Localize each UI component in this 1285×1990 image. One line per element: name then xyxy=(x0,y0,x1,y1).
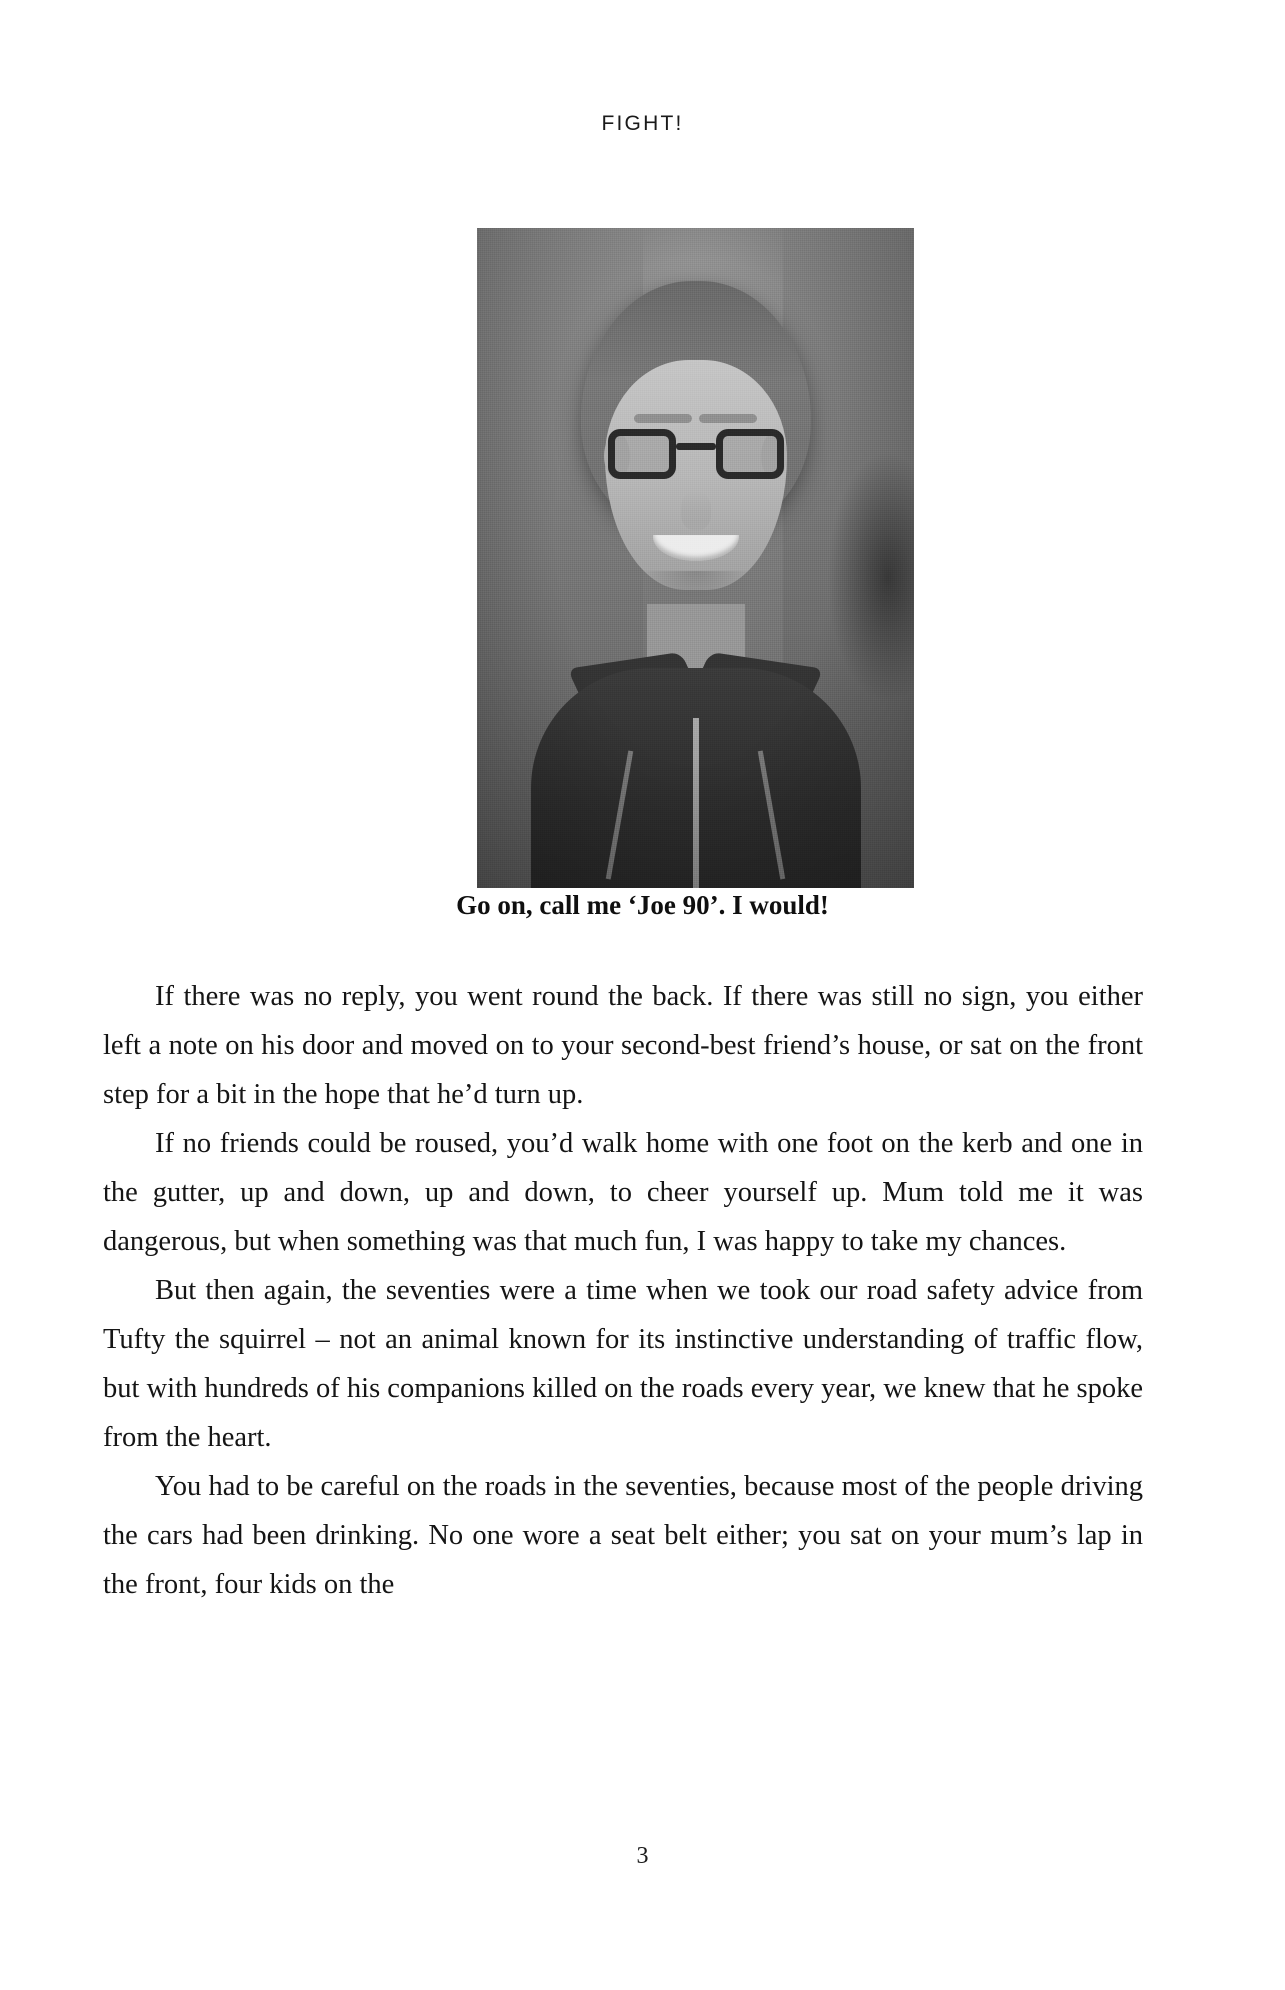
running-head: FIGHT! xyxy=(601,112,684,135)
subject-brow-right xyxy=(699,414,757,423)
page-number: 3 xyxy=(636,1843,649,1869)
portrait-photo xyxy=(477,228,914,888)
paragraph: If no friends could be roused, you’d walk home with one foot on the kerb and one in the gutter, up and down, up and down, to cheer yourself up. Mum told me it was dangerous, but when something was that much fun, I was happy to take my chances. xyxy=(103,1128,1143,1257)
paragraph: But then again, the seventies were a time when we took our road safety advice from Tufty the squirrel – not an animal known for its instinctive understanding of traffic flow, but with hundreds of his companions killed on the roads every year, we knew that he spoke from the heart. xyxy=(103,1275,1143,1453)
glasses-lens-left xyxy=(608,429,676,479)
paragraph: If there was no reply, you went round the back. If there was still no sign, you either left a note on his door and moved on to your second-best friend’s house, or sat on the front step for a bit in the hope that he’d turn up. xyxy=(103,981,1143,1110)
glasses-lens-right xyxy=(716,429,784,479)
photo-shadow xyxy=(827,452,914,703)
paragraph: You had to be careful on the roads in the seventies, because most of the people driving the cars had been drinking. No one wore a seat belt either; you sat on your mum’s lap in the front, four kids on the xyxy=(103,1471,1143,1600)
subject-glasses xyxy=(608,429,784,483)
jacket-zip xyxy=(693,718,699,888)
body-text xyxy=(103,972,1143,1609)
subject-nose xyxy=(681,492,711,530)
subject-brow-left xyxy=(634,414,692,423)
figure-caption: Go on, call me ‘Joe 90’. I would! xyxy=(456,890,829,920)
glasses-bridge xyxy=(676,443,716,450)
figure-portrait xyxy=(477,228,914,888)
